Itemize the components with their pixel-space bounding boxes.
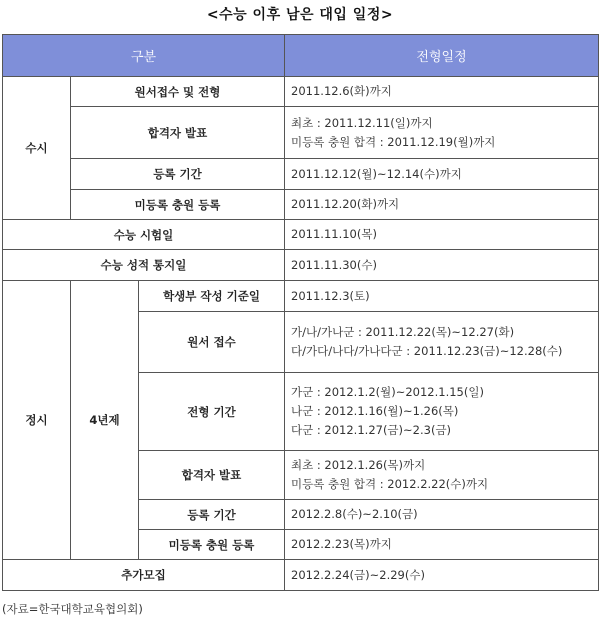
value-line: 2011.12.6(화)까지 bbox=[291, 84, 392, 98]
row-value bbox=[285, 312, 599, 373]
row-value bbox=[285, 373, 599, 451]
value-line: 나군 : 2012.1.16(월)~1.26(목) bbox=[291, 404, 459, 418]
subgroup-label-4year: 4년제 bbox=[71, 281, 139, 560]
value-line: 최초 : 2012.1.26(목)까지 bbox=[291, 458, 426, 472]
value-line: 가/나/가나군 : 2011.12.22(목)~12.27(화) bbox=[291, 325, 515, 339]
value-line: 다군 : 2012.1.27(금)~2.3(금) bbox=[291, 423, 452, 437]
table-title: <수능 이후 남은 대입 일정> bbox=[206, 7, 394, 23]
row-value bbox=[285, 451, 599, 500]
row-label: 추가모집 bbox=[3, 560, 285, 591]
value-line: 다/가다/나다/가나다군 : 2011.12.23(금)~12.28(수) bbox=[291, 344, 563, 358]
row-value: 2012.2.24(금)~2.29(수) bbox=[285, 560, 599, 591]
value-line: 2011.12.12(월)~12.14(수)까지 bbox=[291, 166, 462, 181]
row-value bbox=[285, 500, 599, 530]
row-value bbox=[285, 77, 599, 107]
row-value bbox=[285, 107, 599, 159]
group-label-jeongsi: 정시 bbox=[3, 281, 71, 560]
value-line: 미등록 충원 합격 : 2012.2.22(수)까지 bbox=[291, 477, 489, 491]
value-line: 가군 : 2012.1.2(월)~2012.1.15(일) bbox=[291, 385, 484, 399]
row-label: 합격자 발표 bbox=[71, 107, 285, 159]
table-row bbox=[3, 560, 599, 591]
value-line: 2011.12.3(토) bbox=[291, 288, 370, 303]
table-row bbox=[3, 190, 599, 220]
row-value: 2011.11.30(수) bbox=[285, 250, 599, 281]
table-row bbox=[3, 281, 599, 312]
header-schedule: 전형일정 bbox=[285, 35, 599, 77]
header-category: 구분 bbox=[3, 35, 285, 77]
schedule-table bbox=[2, 34, 599, 591]
value-line: 미등록 충원 합격 : 2011.12.19(월)까지 bbox=[291, 134, 496, 149]
value-line: 최초 : 2011.12.11(일)까지 bbox=[291, 115, 433, 130]
table-row bbox=[3, 250, 599, 281]
row-label: 등록 기간 bbox=[139, 500, 285, 530]
value-line: 2012.2.8(수)~2.10(금) bbox=[291, 507, 418, 521]
row-value bbox=[285, 190, 599, 220]
source-note: (자료=한국대학교육협의회) bbox=[2, 602, 143, 616]
row-label: 미등록 충원 등록 bbox=[71, 190, 285, 220]
row-label: 원서 접수 bbox=[139, 312, 285, 373]
value-line: 2011.12.20(화)까지 bbox=[291, 197, 400, 211]
row-value: 2011.11.10(목) bbox=[285, 220, 599, 250]
table-row bbox=[3, 77, 599, 107]
row-label: 수능 시험일 bbox=[3, 220, 285, 250]
row-value bbox=[285, 530, 599, 560]
row-label: 등록 기간 bbox=[71, 159, 285, 190]
table-row bbox=[3, 159, 599, 190]
row-label: 전형 기간 bbox=[139, 373, 285, 451]
row-value bbox=[285, 281, 599, 312]
value-line: 2012.2.23(목)까지 bbox=[291, 537, 392, 551]
table-header-row bbox=[3, 35, 599, 77]
row-label: 수능 성적 통지일 bbox=[3, 250, 285, 281]
table-row bbox=[3, 107, 599, 159]
table-row bbox=[3, 220, 599, 250]
row-label: 합격자 발표 bbox=[139, 451, 285, 500]
group-label-susi: 수시 bbox=[3, 77, 71, 220]
row-value bbox=[285, 159, 599, 190]
row-label: 원서접수 및 전형 bbox=[71, 77, 285, 107]
row-label: 학생부 작성 기준일 bbox=[139, 281, 285, 312]
row-label: 미등록 충원 등록 bbox=[139, 530, 285, 560]
